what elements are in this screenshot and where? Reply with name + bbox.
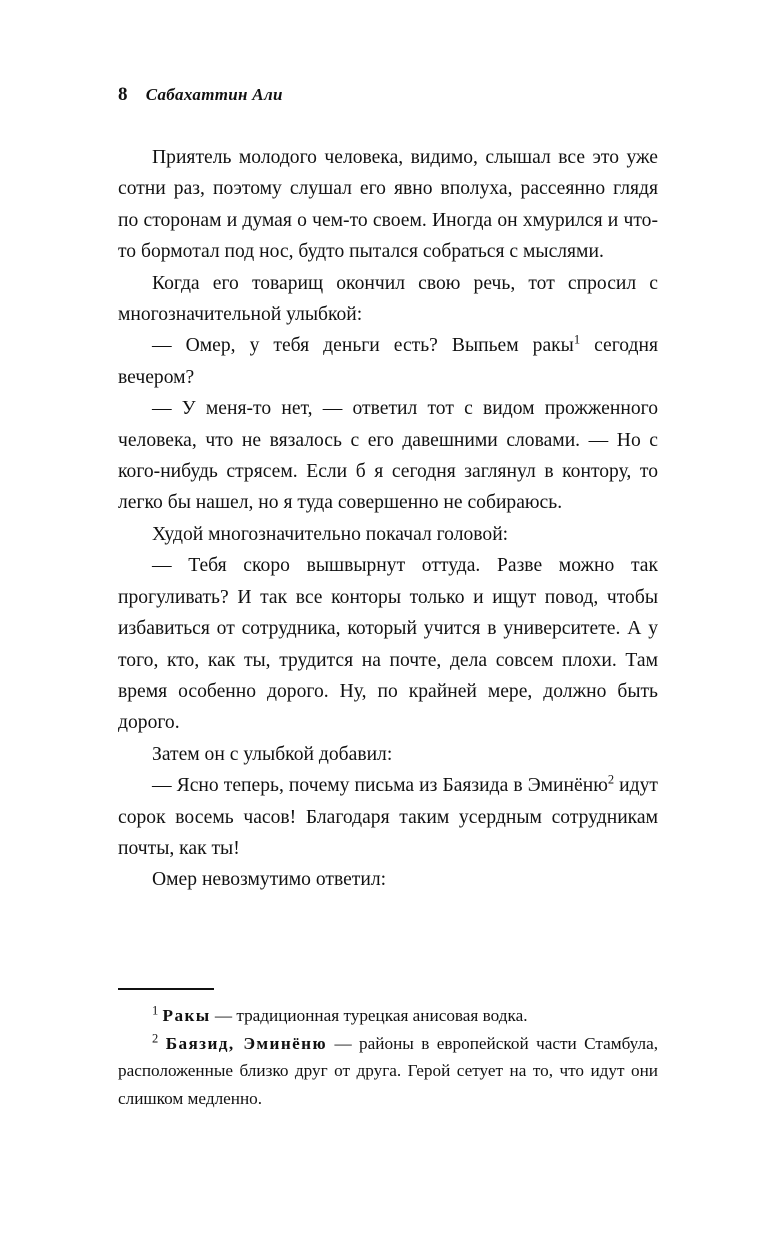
paragraph-part: — Ясно теперь, почему письма из Баязида в Эминёню [152,775,608,797]
footnote-item [118,1002,658,1030]
paragraph: Омер невозмутимо ответил: [152,869,387,891]
body-text [118,142,658,896]
footnote-divider [118,988,214,990]
footnote-text: — районы в европейской части Стамбула, расположенные близко друг от друга. Герой сетует на то, что идут они слишком медленно. [118,1033,659,1108]
footnote-marker: 2 [152,1030,159,1045]
paragraph-part: — Омер, у тебя деньги есть? Выпьем ракы [152,335,574,357]
footnotes-section [118,988,658,1112]
paragraph: — Тебя скоро вышвырнут оттуда. Разве можно так прогуливать? И так все конторы только и ищут повод, чтобы избавиться от сотрудника, который учится в университете. А у того, кто, как ты, трудится на почте, дела совсем плохи. Там время особенно дорого. Ну, по крайней мере, должно быть дорого. [118,555,658,734]
footnote-text: — традиционная турецкая анисовая водка. [210,1006,528,1025]
paragraph-part: идут сорок восемь часов! Благодаря таким усердным сотрудникам почты, как ты! [118,775,658,859]
paragraph [118,770,658,864]
paragraph: Затем он с улыбкой добавил: [152,743,393,765]
footnote-term: Ракы [162,1006,211,1025]
paragraph: — У меня-то нет, — ответил тот с видом прожженного человека, что не вязалось с его давешними словами. — Но с кого-нибудь стрясем. Если б я сегодня заглянул в контору, то легко бы нашел, но я туда совершенно не собираюсь. [118,398,658,514]
page-content [118,84,658,896]
paragraph [118,330,658,393]
paragraph: Когда его товарищ окончил свою речь, тот спросил с многозначительной улыбкой: [118,272,658,326]
paragraph: Худой многозначительно покачал головой: [152,523,509,545]
page-number: 8 [118,84,128,105]
paragraph: Приятель молодого человека, видимо, слышал все это уже сотни раз, поэтому слушал его явно вполуха, рассеянно глядя по сторонам и думая о чем-то своем. Иногда он хмурился и что-то бормотал под нос, будто пытался собраться с мыслями. [118,147,658,263]
running-head-author: Сабахаттин Али [145,85,283,104]
footnote-term: Баязид, Эминёню [165,1033,328,1053]
footnote-marker: 1 [152,1003,159,1018]
footnote-item [118,1030,658,1113]
footnote-reference-1[interactable]: 1 [573,332,581,347]
footnote-reference-2[interactable]: 2 [607,772,615,787]
paragraph-part: сегодня вечером? [118,335,658,388]
running-head [118,84,658,110]
